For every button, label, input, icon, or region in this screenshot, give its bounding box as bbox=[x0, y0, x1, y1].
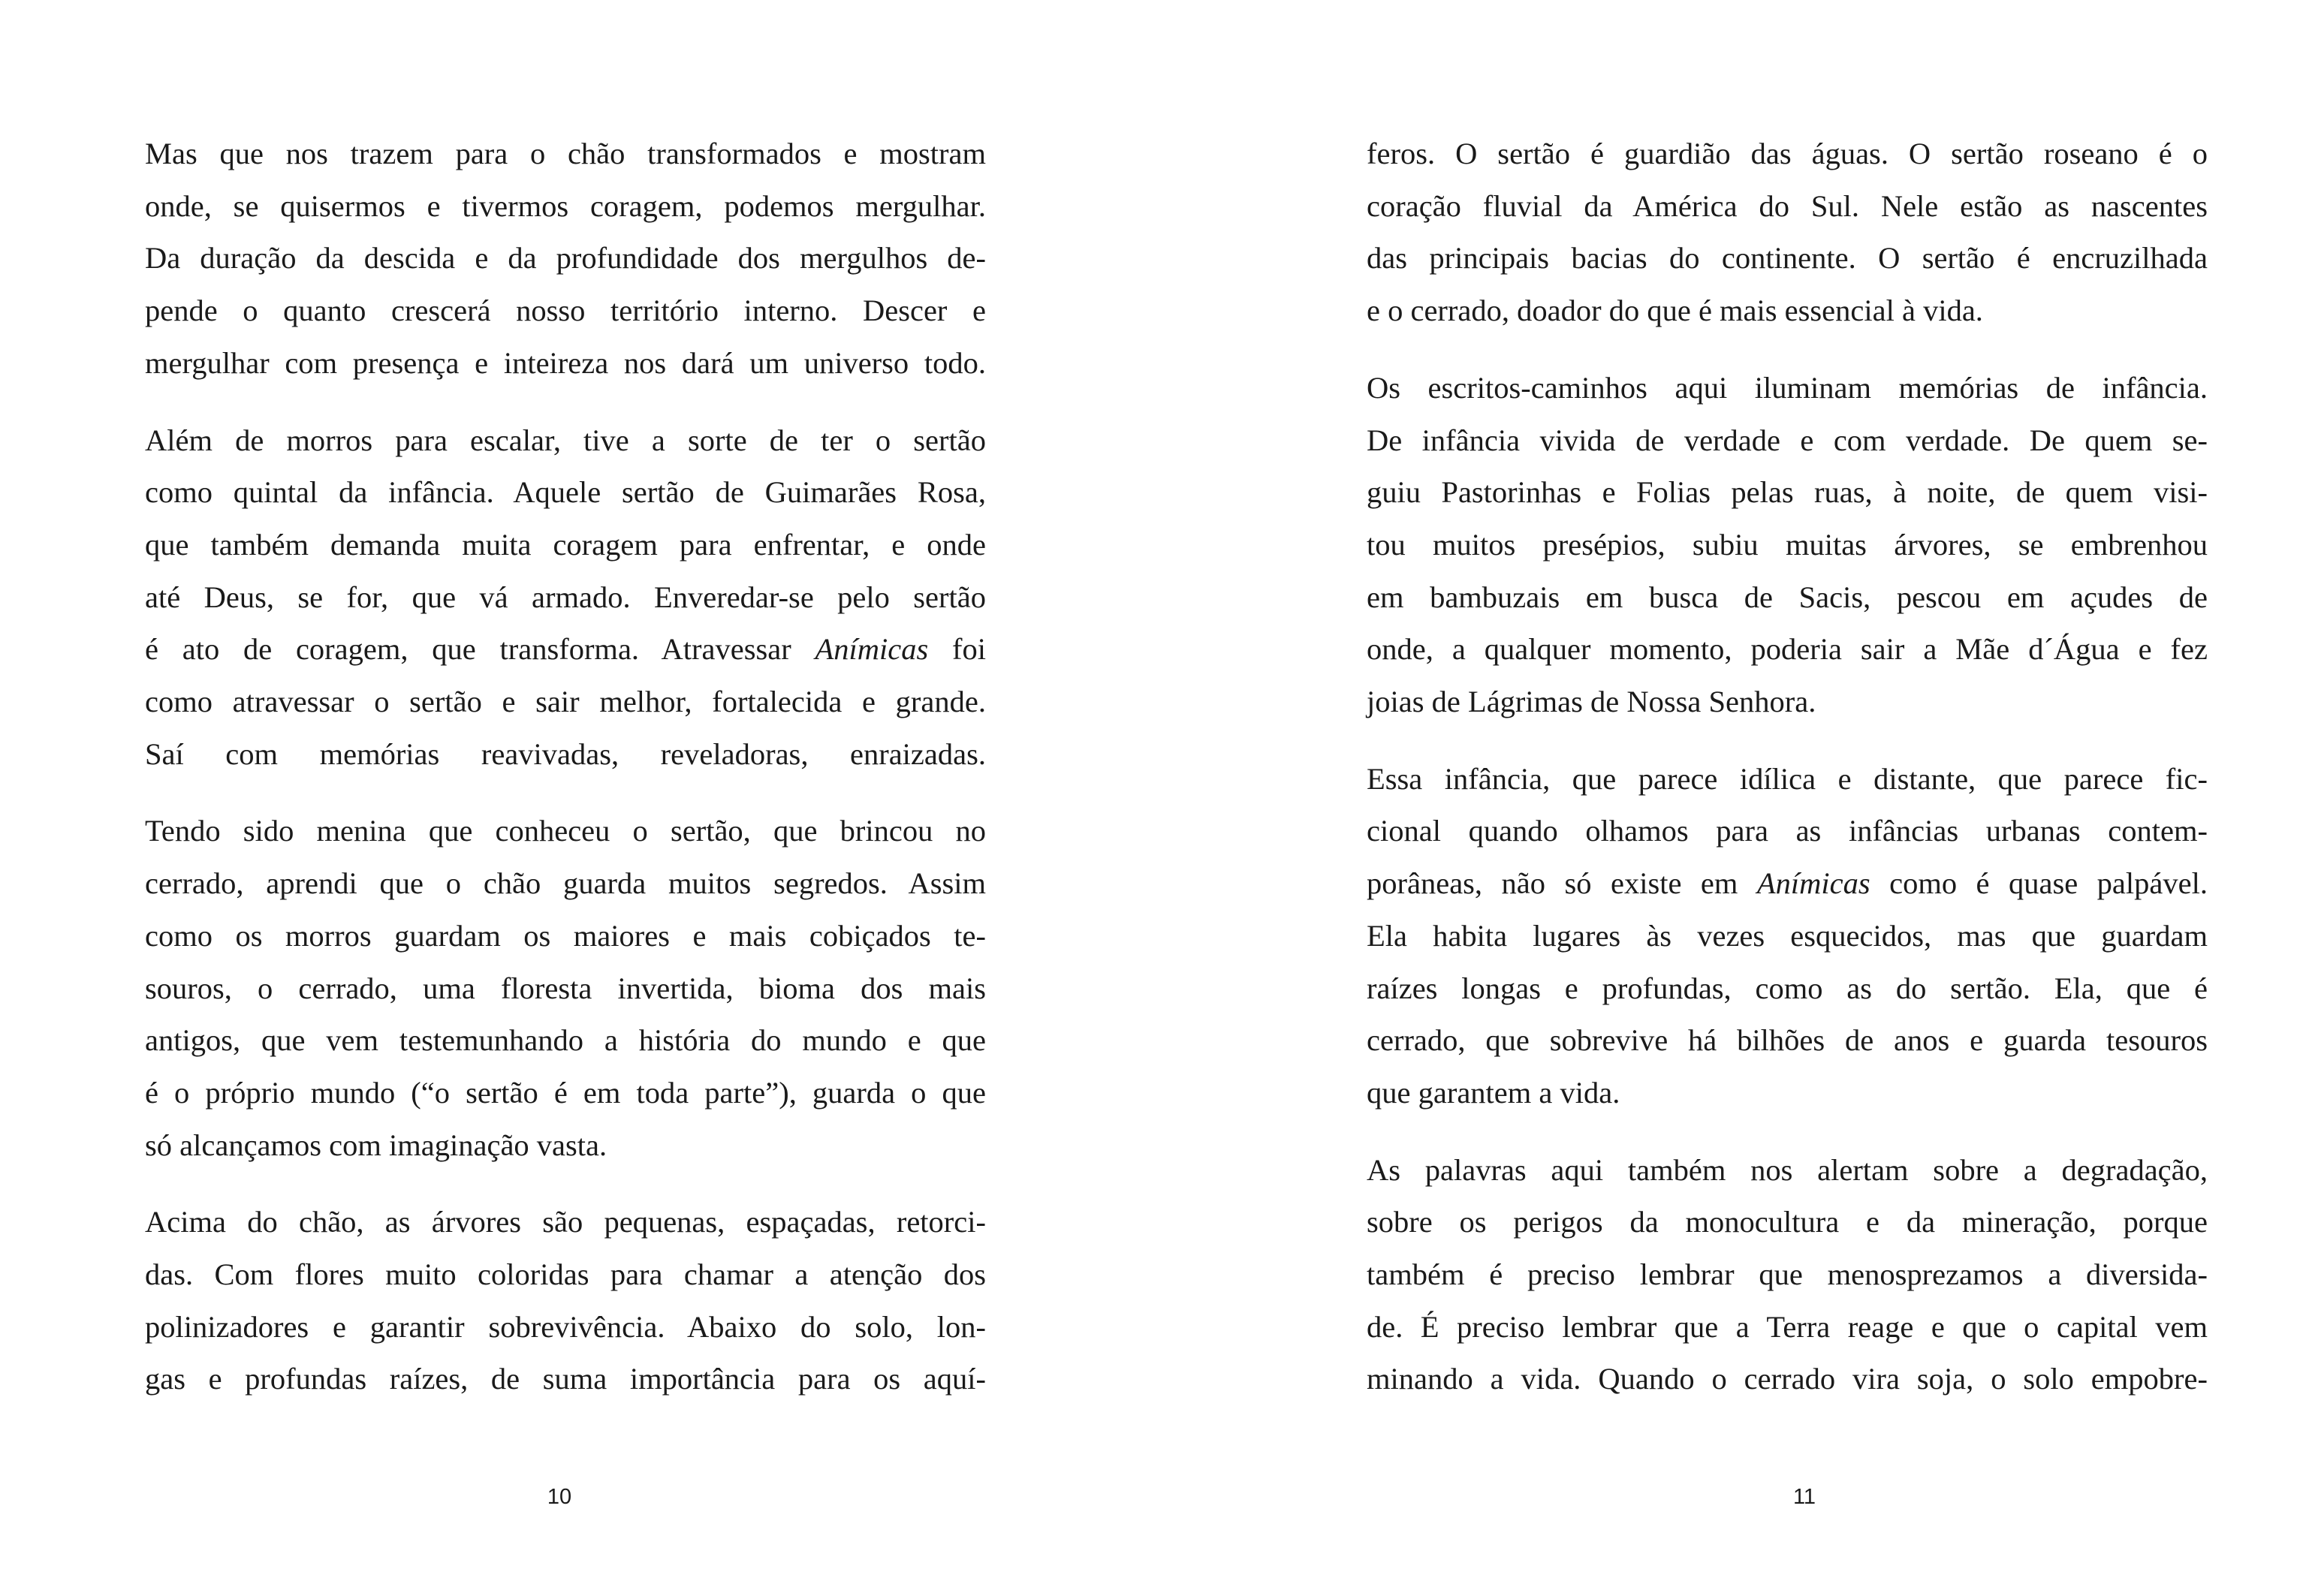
text-line: como atravessar o sertão e sair melhor, fortalecida e grande. bbox=[145, 685, 986, 719]
text-segment: porâneas, não só existe em bbox=[1367, 866, 1757, 901]
text-segment: é ato de coragem, que transforma. Atravessar bbox=[145, 632, 815, 667]
text-line: das. Com flores muito coloridas para chamar a atenção dos bbox=[145, 1257, 986, 1292]
paragraph bbox=[1367, 128, 2208, 337]
text-line: Essa infância, que parece idílica e distante, que parece fic- bbox=[1367, 761, 2208, 796]
text-line: coração fluvial da América do Sul. Nele estão as nascentes bbox=[1367, 188, 2208, 223]
text-line: cerrado, aprendi que o chão guarda muitos segredos. Assim bbox=[145, 866, 986, 901]
text-line: guiu Pastorinhas e Folias pelas ruas, à noite, de quem visi- bbox=[1367, 475, 2208, 510]
text-line: também é preciso lembrar que menosprezamos a diversida- bbox=[1367, 1257, 2208, 1292]
paragraph bbox=[145, 805, 986, 1171]
left-page-text bbox=[145, 128, 986, 1430]
page-number: 10 bbox=[547, 1485, 572, 1509]
text-line: pende o quanto crescerá nosso território interno. Descer e bbox=[145, 294, 986, 328]
text-line: Acima do chão, as árvores são pequenas, espaçadas, retorci- bbox=[145, 1205, 986, 1239]
text-line: feros. O sertão é guardião das águas. O sertão roseano é o bbox=[1367, 137, 2208, 170]
text-line: onde, se quisermos e tivermos coragem, podemos mergulhar. bbox=[145, 188, 986, 223]
text-line: polinizadores e garantir sobrevivência. Abaixo do solo, lon- bbox=[145, 1309, 986, 1344]
text-line: Mas que nos trazem para o chão transformados e mostram bbox=[145, 137, 986, 170]
text-line: minando a vida. Quando o cerrado vira soja, o solo empobre- bbox=[1367, 1362, 2208, 1396]
text-line: Saí com memórias reavivadas, reveladoras, enraizadas. bbox=[145, 736, 986, 771]
book-title-italic: Anímicas bbox=[1756, 866, 1870, 901]
text-line: raízes longas e profundas, como as do sertão. Ela, que é bbox=[1367, 971, 2208, 1005]
right-page bbox=[1153, 0, 2306, 1596]
text-line: cional quando olhamos para as infâncias urbanas contem- bbox=[1367, 814, 2208, 848]
text-line: de. É preciso lembrar que a Terra reage e que o capital vem bbox=[1367, 1309, 2208, 1344]
text-segment: foi bbox=[928, 632, 986, 667]
paragraph bbox=[1367, 753, 2208, 1119]
text-segment: como é quase palpável. bbox=[1870, 866, 2208, 901]
text-line: As palavras aqui também nos alertam sobre a degradação, bbox=[1367, 1152, 2208, 1187]
text-line-mixed bbox=[1367, 857, 2208, 910]
text-line: só alcançamos com imaginação vasta. bbox=[145, 1128, 607, 1162]
text-line: cerrado, que sobrevive há bilhões de anos e guarda tesouros bbox=[1367, 1023, 2208, 1058]
text-line: tou muitos presépios, subiu muitas árvores, se embrenhou bbox=[1367, 527, 2208, 562]
text-line: das principais bacias do continente. O sertão é encruzilhada bbox=[1367, 241, 2208, 276]
text-line: que também demanda muita coragem para enfrentar, e onde bbox=[145, 527, 986, 562]
text-line: mergulhar com presença e inteireza nos dará um universo todo. bbox=[145, 345, 986, 380]
text-line: é o próprio mundo (“o sertão é em toda parte”), guarda o que bbox=[145, 1075, 986, 1110]
text-line: como quintal da infância. Aquele sertão de Guimarães Rosa, bbox=[145, 475, 986, 510]
text-line: Tendo sido menina que conheceu o sertão, que brincou no bbox=[145, 814, 986, 848]
paragraph bbox=[145, 128, 986, 390]
text-line: antigos, que vem testemunhando a história do mundo e que bbox=[145, 1023, 986, 1058]
book-title-italic: Anímicas bbox=[815, 632, 929, 667]
page-number: 11 bbox=[1792, 1485, 1816, 1509]
text-line: souros, o cerrado, uma floresta invertida, bioma dos mais bbox=[145, 971, 986, 1005]
paragraph bbox=[145, 1196, 986, 1405]
text-line: Além de morros para escalar, tive a sorte de ter o sertão bbox=[145, 423, 986, 457]
text-line: até Deus, se for, que vá armado. Enveredar-se pelo sertão bbox=[145, 580, 986, 614]
paragraph bbox=[1367, 1144, 2208, 1406]
right-page-text bbox=[1367, 128, 2208, 1430]
paragraph bbox=[1367, 362, 2208, 728]
text-line: que garantem a vida. bbox=[1367, 1075, 1620, 1110]
text-line: Ela habita lugares às vezes esquecidos, mas que guardam bbox=[1367, 918, 2208, 953]
text-line: joias de Lágrimas de Nossa Senhora. bbox=[1367, 685, 1816, 719]
text-line: como os morros guardam os maiores e mais cobiçados te- bbox=[145, 918, 986, 953]
text-line: Os escritos-caminhos aqui iluminam memórias de infância. bbox=[1367, 370, 2208, 405]
paragraph bbox=[145, 414, 986, 781]
text-line: e o cerrado, doador do que é mais essencial à vida. bbox=[1367, 294, 1983, 328]
text-line: gas e profundas raízes, de suma importância para os aquí- bbox=[145, 1362, 986, 1396]
text-line-mixed bbox=[145, 623, 986, 676]
text-line: em bambuzais em busca de Sacis, pescou em açudes de bbox=[1367, 580, 2208, 614]
text-line: sobre os perigos da monocultura e da mineração, porque bbox=[1367, 1205, 2208, 1239]
text-line: Da duração da descida e da profundidade dos mergulhos de- bbox=[145, 241, 986, 276]
text-line: De infância vivida de verdade e com verdade. De quem se- bbox=[1367, 423, 2208, 457]
text-line: onde, a qualquer momento, poderia sair a Mãe d´Água e fez bbox=[1367, 632, 2208, 667]
